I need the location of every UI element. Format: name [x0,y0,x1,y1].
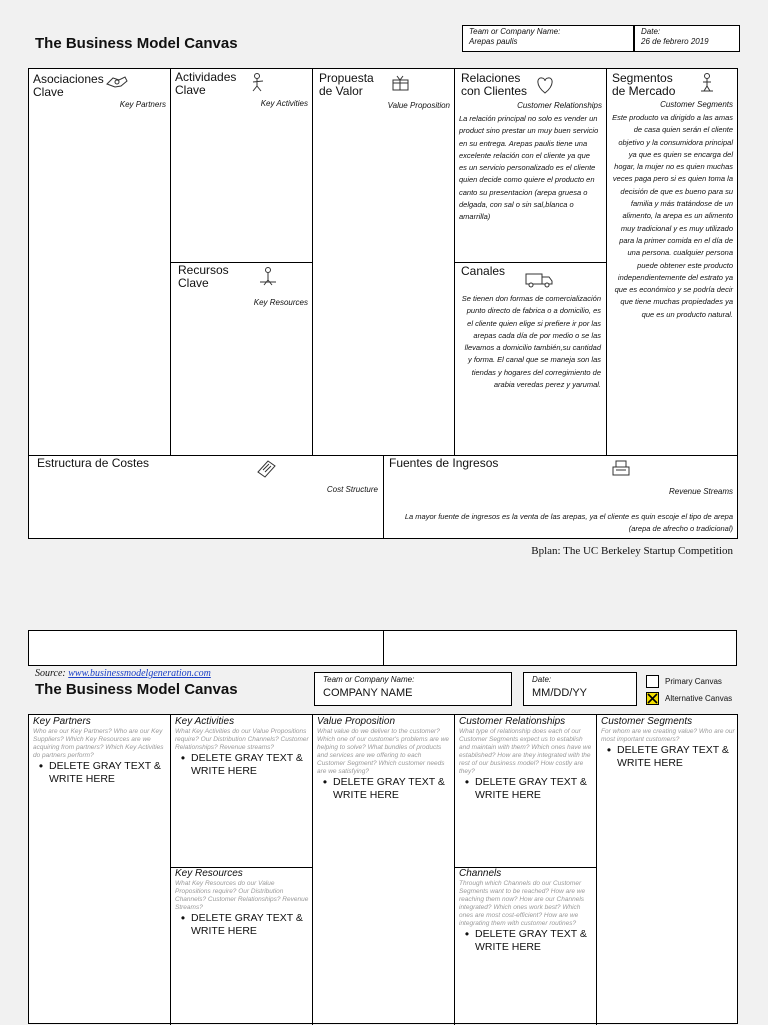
bullet-text: DELETE GRAY TEXT & WRITE HERE [475,928,587,953]
channels-title: Canales [461,264,506,278]
cash-register-icon [609,458,633,478]
template-key-partners-hint: Who are our Key Partners? Who are our Key Suppliers? Which Key Resources are we acquiring from partners? Which Key Activities do partners perform? [33,728,164,759]
template-value-proposition[interactable] [317,716,451,802]
handshake-icon [105,72,129,92]
template-key-activities-bullet[interactable]: • DELETE GRAY TEXT & WRITE HERE [180,751,303,777]
bullet-text: DELETE GRAY TEXT & WRITE HERE [617,744,729,769]
gift-icon [389,73,413,93]
cost-structure-block[interactable] [29,455,382,538]
template-key-activities-title: Key Activities [175,716,235,727]
template-key-resources-title: Key Resources [175,868,243,879]
key-resources-label: Key Resources [253,298,308,307]
channels-block[interactable] [455,262,606,454]
template-key-activities[interactable] [175,716,309,778]
date-label: Date: [641,27,661,36]
customer-segments-block[interactable] [607,69,737,454]
channels-text: Se tienen don formas de comercialización punto directo de fabrica o a domicilio, es el cliente quien elige si prefiere ir por las arepas cada día de por medio o se las llevamos a domicilio también,su cantidad y forma. El canal que se maneja son las tiendas y hogares del corregimiento de arabia veredas perez y yarumal. [461,294,601,390]
template-customer-relationships-hint: What type of relationship does each of our Customer Segments expect us to establish and maintain with them? Which ones have we established? How are they integrated with the rest of our business model? How costly are they? [459,728,592,775]
value-proposition-label: Value Proposition [387,101,450,110]
template-value-proposition-hint: What value do we deliver to the customer? Which one of our customer's problems are we helping to solve? What bundles of products and services are we offering to each Customer Segment? Which customer needs are we satisfying? [317,728,450,775]
key-partners-label: Key Partners [119,100,166,109]
template-title: The Business Model Canvas [35,681,238,698]
footer-credit: Bplan: The UC Berkeley Startup Competition [531,545,733,557]
alternative-canvas-checkbox[interactable] [646,692,659,705]
key-activities-block[interactable] [171,69,312,261]
worker-resources-icon [256,266,280,286]
template-date-box [523,672,637,706]
primary-canvas-option[interactable] [646,675,722,688]
cost-structure-label: Cost Structure [326,485,378,494]
heart-icon [533,75,557,95]
template-customer-relationships-bullet[interactable]: • DELETE GRAY TEXT & WRITE HERE [464,775,587,801]
primary-canvas-label: Primary Canvas [665,677,722,686]
customer-segments-label: Customer Segments [660,100,733,109]
template-channels-title: Channels [459,868,502,879]
template-customer-segments-hint: For whom are we creating value? Who are our most important customers? [601,728,735,743]
template-key-partners[interactable] [33,716,167,786]
bullet-text: DELETE GRAY TEXT & WRITE HERE [191,752,303,777]
template-customer-relationships[interactable] [459,716,593,802]
template-customer-segments[interactable] [601,716,735,770]
template-team-label: Team or Company Name: [323,675,415,684]
team-name-box [462,25,634,52]
date-value[interactable]: 26 de febrero 2019 [641,37,709,46]
alternative-canvas-label: Alternative Canvas [665,694,733,703]
worker-icon [247,72,271,92]
revenue-streams-title: Fuentes de Ingresos [389,456,499,470]
template-key-resources[interactable] [175,868,309,938]
bullet-text: DELETE GRAY TEXT & WRITE HERE [333,776,445,801]
template-customer-relationships-title: Customer Relationships [459,716,566,727]
template-customer-segments-bullet[interactable]: • DELETE GRAY TEXT & WRITE HERE [606,743,729,769]
truck-icon [523,269,555,289]
key-resources-title: Recursos Clave [178,263,229,290]
key-activities-label: Key Activities [260,99,308,108]
template-channels[interactable] [459,868,593,954]
key-partners-block[interactable] [29,69,170,454]
bullet-text: DELETE GRAY TEXT & WRITE HERE [475,776,587,801]
checkmark-x-icon [647,693,658,704]
primary-canvas-checkbox[interactable] [646,675,659,688]
template-key-resources-bullet[interactable]: • DELETE GRAY TEXT & WRITE HERE [180,911,303,937]
customer-segments-title: Segmentos de Mercado [612,71,676,98]
bullet-text: DELETE GRAY TEXT & WRITE HERE [191,912,303,937]
alternative-canvas-option[interactable] [646,692,732,705]
blank-row-left [28,630,384,666]
revenue-streams-text: La mayor fuente de ingresos es la venta de las arepas, ya el cliente es quin escoje el tipo de arepa (arepa de afrecho o tradicional) [404,512,733,534]
person-icon [695,72,719,92]
revenue-streams-label: Revenue Streams [668,487,733,496]
cost-structure-title: Estructura de Costes [37,456,150,470]
value-proposition-block[interactable] [313,69,454,454]
template-date-value[interactable]: MM/DD/YY [532,687,587,699]
customer-relationships-title: Relaciones con Clientes [461,71,528,98]
bullet-text: DELETE GRAY TEXT & WRITE HERE [49,760,161,785]
template-channels-bullet[interactable]: • DELETE GRAY TEXT & WRITE HERE [464,927,587,953]
template-key-resources-hint: What Key Resources do our Value Propositions require? Our Distribution Channels? Customer Relationships? Revenue Streams? [175,880,309,911]
team-name-value[interactable]: Arepas paulis [469,37,518,46]
key-resources-block[interactable] [171,262,312,454]
key-activities-title: Actividades Clave [175,70,237,97]
template-team-value[interactable]: COMPANY NAME [323,687,413,699]
value-proposition-title: Propuesta de Valor [319,71,374,98]
template-key-partners-bullet[interactable]: • DELETE GRAY TEXT & WRITE HERE [38,759,161,785]
template-date-label: Date: [532,675,552,684]
customer-relationships-text: La relación principal no solo es vender un product sino prestar un muy buen servicio en su entrega. Arepas paulis tiene una excelente relación con el cliente ya que es un servicio personalizado es el cliente quien decide como quiere el producto en canto su presentacion (arepa gruesa o delgada, con sal o sin sal,blanca o amarrilla) [459,114,599,222]
template-value-proposition-bullet[interactable]: • DELETE GRAY TEXT & WRITE HERE [322,775,445,801]
template-customer-segments-title: Customer Segments [601,716,693,727]
revenue-streams-block[interactable] [383,455,737,538]
customer-relationships-block[interactable] [455,69,606,261]
team-name-label: Team or Company Name: [469,27,561,36]
customer-segments-text: Este producto va dirigido a las amas de casa quien serán el cliente objetivo y la consumidora principal ya que es quien se encarga del hogar, la mujer no es quien muchas veces paga pero si es quien toma la decisión de que es bueno para su familia y más tratándose de un alimento, la arepa es un alimento muy tradicional y es muy utilizado para la primer comida en el día de una persona. cualquier persona puede obtener este producto independientemente del estrato ya que es económico y se podría decir que tiene muchas propiedades ya que es un producto natural. [612,113,733,319]
template-key-partners-title: Key Partners [33,716,91,727]
source-line [35,668,211,679]
date-box [634,25,740,52]
source-label: Source: [35,668,66,679]
template-key-activities-hint: What Key Activities do our Value Propositions require? Our Distribution Channels? Customer Relationships? Revenue streams? [175,728,309,751]
canvas-title: The Business Model Canvas [35,35,238,52]
customer-relationships-label: Customer Relationships [517,101,602,110]
template-value-proposition-title: Value Proposition [317,716,396,727]
template-team-box [314,672,512,706]
receipt-icon [254,458,278,478]
source-link[interactable]: www.businessmodelgeneration.com [68,668,211,679]
template-channels-hint: Through which Channels do our Customer Segments want to be reached? How are we reaching them now? How are our Channels integrated? Which ones work best? Which ones are most cost-efficient? How are we integrating them with customer routines? [459,880,586,927]
key-partners-title: Asociaciones Clave [33,72,104,99]
blank-row-right [383,630,737,666]
